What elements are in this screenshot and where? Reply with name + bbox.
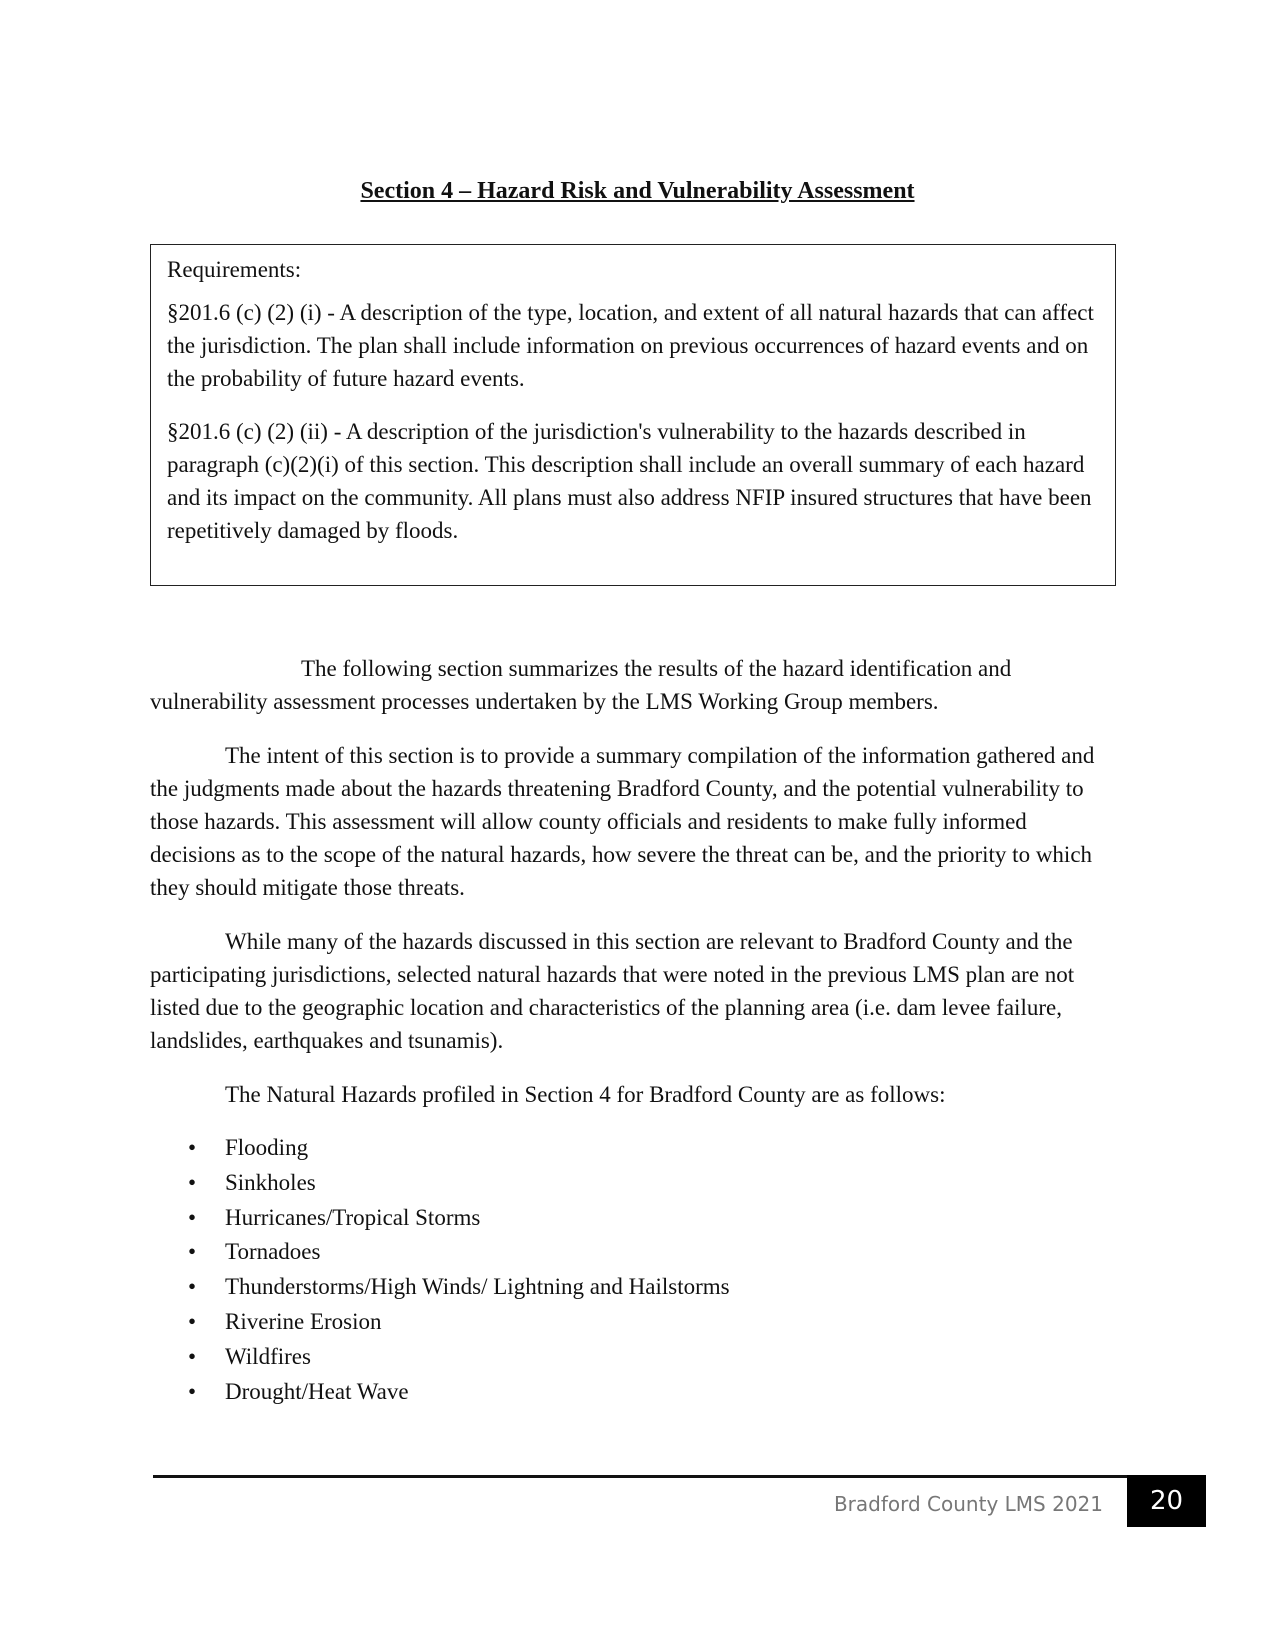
bullet-icon: • bbox=[188, 1135, 197, 1160]
list-item-label: Thunderstorms/High Winds/ Lightning and Hailstorms bbox=[225, 1274, 730, 1300]
list-item-label: Tornadoes bbox=[225, 1239, 321, 1265]
list-item bbox=[150, 1375, 730, 1410]
list-item bbox=[150, 1131, 730, 1166]
bullet-icon: • bbox=[188, 1308, 197, 1334]
body-paragraph: The intent of this section is to provide a summary compilation of the information gathered and the judgments made about the hazards threatening Bradford County, and the potential vulnerability to those hazards. This assessment will allow county officials and residents to make fully informed decisions as to the scope of the natural hazards, how severe the threat can be, and the priority to which they should mitigate those threats. bbox=[150, 743, 1095, 900]
list-item-label: Wildfires bbox=[225, 1343, 311, 1369]
list-item-label: Riverine Erosion bbox=[225, 1308, 382, 1334]
requirements-heading: Requirements: bbox=[167, 257, 302, 282]
list-item bbox=[150, 1305, 730, 1340]
bullet-icon: • bbox=[188, 1239, 197, 1265]
page-number: 20 bbox=[1127, 1475, 1206, 1527]
bullet-icon: • bbox=[188, 1378, 197, 1404]
list-item-label: Flooding bbox=[225, 1135, 309, 1160]
page-title: Section 4 – Hazard Risk and Vulnerability Assessment bbox=[360, 178, 915, 204]
bullet-icon: • bbox=[188, 1274, 197, 1300]
requirements-box bbox=[150, 244, 1116, 586]
requirement-item: §201.6 (c) (2) (ii) - A description of the jurisdiction's vulnerability to the hazards described in paragraph (c)(2)(i) of this section. This description shall include an overall summary of each hazard and its impact on the community. All plans must also address NFIP insured structures that have been repetitively damaged by floods. bbox=[167, 419, 1092, 543]
body-paragraph: The Natural Hazards profiled in Section 4 for Bradford County are as follows: bbox=[225, 1082, 946, 1107]
list-item-label: Sinkholes bbox=[225, 1169, 316, 1195]
list-item bbox=[150, 1340, 730, 1375]
list-item bbox=[150, 1166, 730, 1201]
footer-divider bbox=[153, 1475, 1137, 1478]
bullet-icon: • bbox=[188, 1343, 197, 1369]
list-item bbox=[150, 1201, 730, 1236]
body-text bbox=[150, 652, 1118, 1132]
body-paragraph: While many of the hazards discussed in this section are relevant to Bradford County and the participating jurisdictions, selected natural hazards that were noted in the previous LMS plan are not listed due to the geographic location and characteristics of the planning area (i.e. dam levee failure, landslides, earthquakes and tsunamis). bbox=[150, 929, 1075, 1053]
footer-label: Bradford County LMS 2021 bbox=[833, 1492, 1103, 1516]
list-item bbox=[150, 1235, 730, 1270]
list-item-label: Drought/Heat Wave bbox=[225, 1378, 409, 1404]
hazard-list bbox=[150, 1131, 730, 1409]
list-item bbox=[150, 1270, 730, 1305]
list-item-label: Hurricanes/Tropical Storms bbox=[225, 1204, 481, 1230]
bullet-icon: • bbox=[188, 1169, 197, 1195]
bullet-icon: • bbox=[188, 1204, 197, 1230]
requirement-item: §201.6 (c) (2) (i) - A description of the type, location, and extent of all natural hazards that can affect the jurisdiction. The plan shall include information on previous occurrences of hazard events and on the probability of future hazard events. bbox=[167, 300, 1094, 391]
body-paragraph: The following section summarizes the results of the hazard identification and vulnerability assessment processes undertaken by the LMS Working Group members. bbox=[150, 656, 1012, 714]
